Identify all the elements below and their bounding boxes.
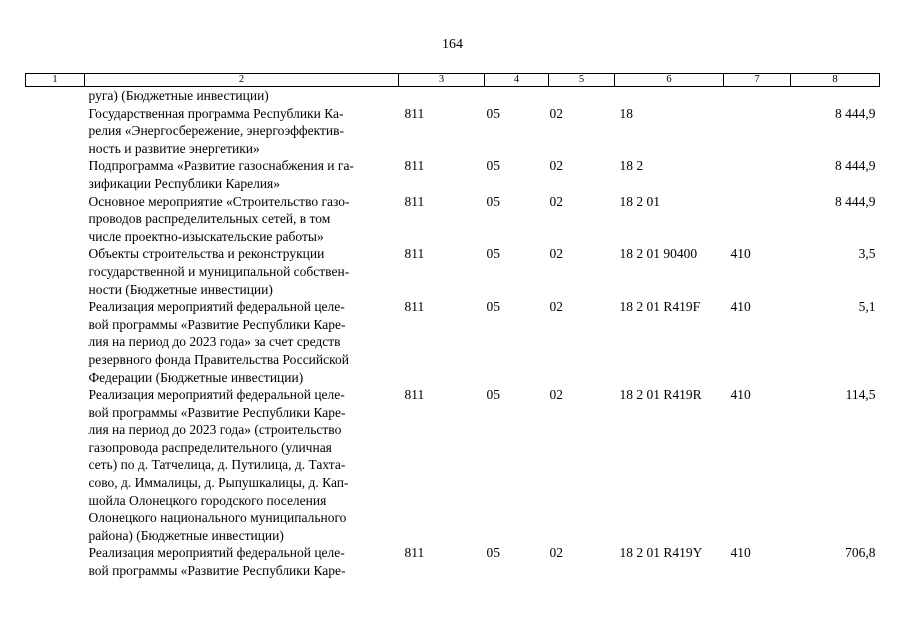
- item-name-line: Основное мероприятие «Строительство газо-: [88, 193, 350, 209]
- column-number-1: 1: [26, 74, 85, 87]
- item-name-cell: [85, 193, 399, 246]
- item-name-line: Реализация мероприятий федеральной целе-: [88, 387, 345, 403]
- item-name-line: Реализация мероприятий федеральной целе-: [88, 299, 345, 315]
- table-row: [26, 298, 880, 386]
- target-article-cell: 18 2 01 R419Y: [619, 545, 703, 561]
- item-name-line: Государственная программа Республики Ка-: [88, 105, 344, 121]
- item-name-line: государственной и муниципальной собствен-: [88, 263, 350, 279]
- target-article-cell: 18 2 01 R419R: [619, 387, 702, 403]
- grbs-code-cell: 811: [404, 246, 425, 262]
- item-name-line: резервного фонда Правительства Российской: [88, 351, 349, 367]
- subsection-code-cell: [549, 87, 615, 105]
- expense-type-cell: 410: [730, 545, 751, 561]
- column-number-3: 3: [399, 74, 485, 87]
- target-article-cell: 18 2 01: [619, 193, 660, 209]
- item-name-line: релия «Энергосбережение, энергоэффектив-: [88, 123, 344, 139]
- section-code-cell: 05: [486, 158, 500, 174]
- table-body: [26, 87, 880, 580]
- item-name-line: руга) (Бюджетные инвестиции): [88, 88, 269, 103]
- column-number-6: 6: [615, 74, 724, 87]
- item-name-line: проводов распределительных сетей, в том: [88, 211, 331, 227]
- section-code-cell: [485, 87, 549, 105]
- item-name-cell: [85, 157, 399, 192]
- item-name-line: вой программы «Развитие Республики Каре-: [88, 563, 346, 579]
- target-article-cell: 18 2 01 R419F: [619, 299, 701, 315]
- item-name-line: газопровода распределительного (уличная: [88, 439, 332, 455]
- table-row: [26, 386, 880, 544]
- item-name-line: ность и развитие энергетики»: [88, 140, 260, 156]
- section-code-cell: 05: [486, 105, 500, 121]
- target-article-cell: [615, 87, 724, 105]
- target-article-cell: 18 2: [619, 158, 644, 174]
- section-code-cell: 05: [486, 387, 500, 403]
- row-number-cell: [26, 193, 85, 246]
- item-name-line: ности (Бюджетные инвестиции): [88, 281, 273, 297]
- table-row: [26, 87, 880, 105]
- column-number-4: 4: [485, 74, 549, 87]
- table-row: [26, 544, 880, 579]
- item-name-line: зификации Республики Карелия»: [88, 175, 281, 191]
- expense-type-cell: [724, 87, 791, 105]
- header-row: [26, 74, 880, 87]
- grbs-code-cell: [399, 87, 485, 105]
- grbs-code-cell: 811: [404, 105, 425, 121]
- row-number-cell: [26, 245, 85, 298]
- subsection-code-cell: 02: [549, 193, 563, 209]
- expense-type-cell: [724, 193, 791, 246]
- item-name-cell: [85, 386, 399, 544]
- row-number-cell: [26, 544, 85, 579]
- item-name-line: шойла Олонецкого городского поселения: [88, 492, 327, 508]
- item-name-line: Реализация мероприятий федеральной целе-: [88, 545, 345, 561]
- budget-table: [25, 73, 880, 580]
- item-name-line: Подпрограмма «Развитие газоснабжения и га-: [88, 158, 354, 174]
- expense-type-cell: 410: [730, 299, 751, 315]
- item-name-line: сеть) по д. Татчелица, д. Путилица, д. Тахта-: [88, 457, 346, 473]
- expense-type-cell: 410: [730, 246, 751, 262]
- amount-cell: 5,1: [858, 299, 876, 315]
- item-name-cell: [85, 245, 399, 298]
- amount-cell: 3,5: [858, 246, 876, 262]
- page-number: 164: [442, 37, 463, 52]
- subsection-code-cell: 02: [549, 158, 563, 174]
- target-article-cell: 18 2 01 90400: [619, 246, 698, 262]
- item-name-line: сово, д. Иммалицы, д. Рыпушкалицы, д. Кап-: [88, 475, 349, 491]
- item-name-cell: [85, 544, 399, 579]
- column-number-5: 5: [549, 74, 615, 87]
- amount-cell: 706,8: [845, 545, 876, 561]
- row-number-cell: [26, 87, 85, 105]
- subsection-code-cell: 02: [549, 299, 563, 315]
- grbs-code-cell: 811: [404, 545, 425, 561]
- row-number-cell: [26, 386, 85, 544]
- amount-cell: [791, 87, 880, 105]
- expense-type-cell: [724, 157, 791, 192]
- section-code-cell: 05: [486, 193, 500, 209]
- item-name-line: района) (Бюджетные инвестиции): [88, 527, 284, 543]
- table-header: [26, 74, 880, 87]
- item-name-line: Объекты строительства и реконструкции: [88, 246, 325, 262]
- expense-type-cell: [724, 105, 791, 158]
- section-code-cell: 05: [486, 299, 500, 315]
- table-row: [26, 157, 880, 192]
- subsection-code-cell: 02: [549, 545, 563, 561]
- subsection-code-cell: 02: [549, 105, 563, 121]
- column-number-2: 2: [85, 74, 399, 87]
- row-number-cell: [26, 157, 85, 192]
- subsection-code-cell: 02: [549, 246, 563, 262]
- amount-cell: 8 444,9: [835, 158, 876, 174]
- row-number-cell: [26, 298, 85, 386]
- grbs-code-cell: 811: [404, 158, 425, 174]
- table-row: [26, 193, 880, 246]
- item-name-line: вой программы «Развитие Республики Каре-: [88, 316, 346, 332]
- column-number-7: 7: [724, 74, 791, 87]
- grbs-code-cell: 811: [404, 193, 425, 209]
- amount-cell: 114,5: [845, 387, 876, 403]
- item-name-line: числе проектно-изыскательские работы»: [88, 228, 324, 244]
- item-name-cell: [85, 298, 399, 386]
- item-name-cell: [85, 87, 399, 105]
- table-row: [26, 245, 880, 298]
- expense-type-cell: 410: [730, 387, 751, 403]
- item-name-line: лия на период до 2023 года» за счет средств: [88, 334, 341, 350]
- table-row: [26, 105, 880, 158]
- grbs-code-cell: 811: [404, 387, 425, 403]
- item-name-line: Федерации (Бюджетные инвестиции): [88, 369, 304, 385]
- column-number-8: 8: [791, 74, 880, 87]
- target-article-cell: 18: [619, 105, 633, 121]
- item-name-line: лия на период до 2023 года» (строительство: [88, 422, 342, 438]
- amount-cell: 8 444,9: [835, 193, 876, 209]
- amount-cell: 8 444,9: [835, 105, 876, 121]
- item-name-cell: [85, 105, 399, 158]
- grbs-code-cell: 811: [404, 299, 425, 315]
- item-name-line: Олонецкого национального муниципального: [88, 510, 347, 526]
- subsection-code-cell: 02: [549, 387, 563, 403]
- section-code-cell: 05: [486, 246, 500, 262]
- item-name-line: вой программы «Развитие Республики Каре-: [88, 404, 346, 420]
- section-code-cell: 05: [486, 545, 500, 561]
- row-number-cell: [26, 105, 85, 158]
